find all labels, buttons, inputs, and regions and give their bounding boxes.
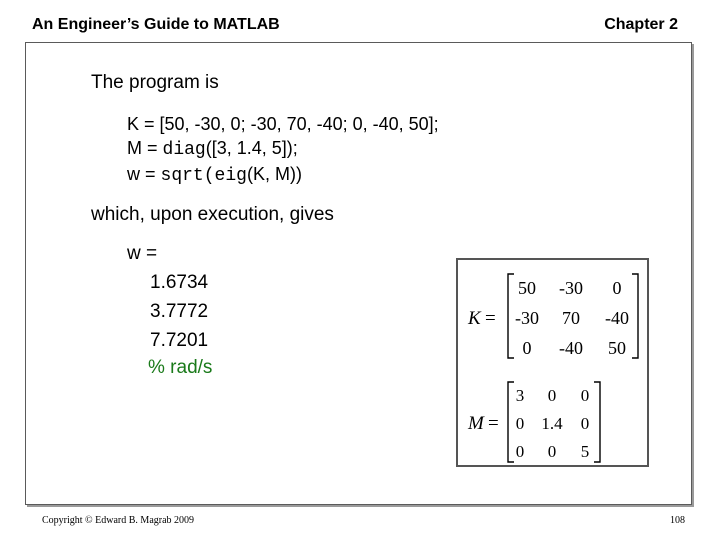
code-line-1: K = [50, -30, 0; -30, 70, -40; 0, -40, 50]; xyxy=(127,114,439,134)
m-entry: 0 xyxy=(580,386,590,405)
k-entry: 0 xyxy=(522,338,532,358)
page-number: 108 xyxy=(670,515,685,526)
sqrt-function: sqrt xyxy=(160,166,204,186)
diag-function: diag xyxy=(162,140,206,160)
m-entries xyxy=(516,386,590,461)
chapter-label: Chapter 2 xyxy=(604,16,678,33)
k-entry: -40 xyxy=(559,338,583,358)
output-value: 3.7772 xyxy=(150,301,209,322)
intro-text: The program is xyxy=(91,72,219,93)
code-line-2-prefix: M = xyxy=(127,138,163,158)
code-block xyxy=(127,112,439,188)
k-entry: 70 xyxy=(562,308,580,328)
m-entry: 3 xyxy=(515,386,525,405)
m-left-bracket xyxy=(508,382,514,462)
m-entry: 5 xyxy=(580,442,590,461)
k-symbol: K xyxy=(468,308,481,329)
k-equals: = xyxy=(485,308,496,329)
book-title: An Engineer’s Guide to MATLAB xyxy=(32,16,280,33)
matrix-figure-svg xyxy=(458,260,647,465)
matrix-figure xyxy=(456,258,649,467)
m-entry: 0 xyxy=(580,414,590,433)
k-entry: -30 xyxy=(515,308,539,328)
code-line-2-args: ([3, 1.4, 5]); xyxy=(205,138,298,158)
code-line-3 xyxy=(127,162,439,188)
output-value: 1.6734 xyxy=(150,272,209,293)
k-entries xyxy=(515,278,629,358)
m-entry: 0 xyxy=(547,386,557,405)
open-paren: ( xyxy=(203,166,215,186)
m-entry: 1.4 xyxy=(541,414,563,433)
code-line-3-args: (K, M)) xyxy=(246,164,302,184)
copyright: Copyright © Edward B. Magrab 2009 xyxy=(42,515,195,526)
output-values xyxy=(150,268,208,355)
k-left-bracket xyxy=(508,274,514,358)
k-right-bracket xyxy=(632,274,638,358)
m-entry: 0 xyxy=(547,442,557,461)
m-equals: = xyxy=(488,413,499,434)
code-line-2 xyxy=(127,136,439,162)
code-line-3-prefix: w = xyxy=(127,164,161,184)
k-entry: -30 xyxy=(559,278,583,298)
m-symbol: M xyxy=(468,413,484,434)
k-entry: 50 xyxy=(518,278,536,298)
m-right-bracket xyxy=(594,382,600,462)
gives-text: which, upon execution, gives xyxy=(91,204,334,225)
k-entry: 50 xyxy=(608,338,626,358)
k-entry: 0 xyxy=(612,278,622,298)
k-entry: -40 xyxy=(605,308,629,328)
output-label: w = xyxy=(127,243,158,264)
m-entry: 0 xyxy=(515,442,525,461)
units-comment: % rad/s xyxy=(148,357,213,378)
m-entry: 0 xyxy=(515,414,525,433)
output-value: 7.7201 xyxy=(150,330,209,351)
eig-function: eig xyxy=(214,166,247,186)
